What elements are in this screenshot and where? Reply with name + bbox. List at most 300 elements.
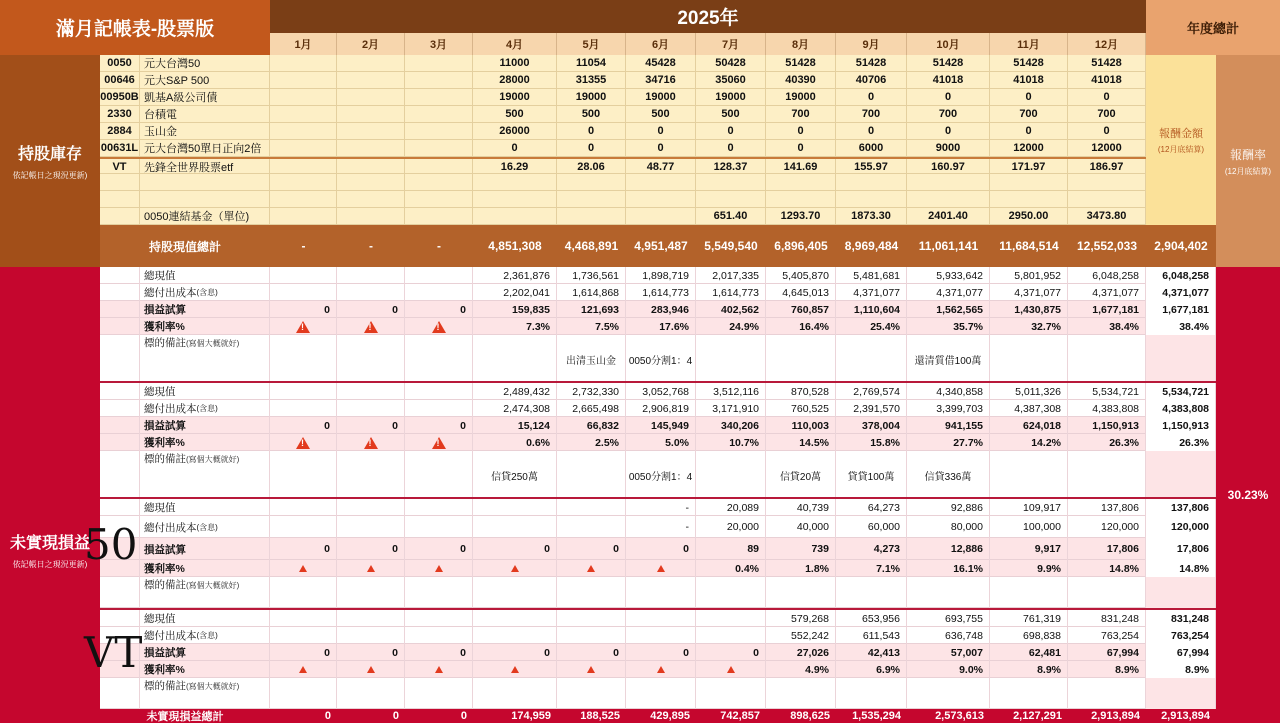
holding-code: 2884 [100, 123, 140, 139]
unrealized-row-pct [100, 661, 1209, 678]
warning-icon [587, 565, 595, 572]
unrealized-value-cell: 2,769,574 [836, 383, 907, 400]
row-label [140, 318, 270, 335]
unrealized-note-cell [405, 451, 473, 499]
unrealized-cost-cell: 4,371,077 [836, 284, 907, 301]
unrealized-total-row [100, 709, 1216, 723]
unrealized-note-cell: 貸貸100萬 [836, 451, 907, 499]
total-month-value: - [301, 239, 306, 253]
holding-month-value: 0 [1068, 89, 1146, 105]
holdings-subtitle: 依記帳日之現況更新) [12, 171, 88, 180]
unrealized-pct-cell: 0.6% [473, 434, 557, 451]
unrealized-value-cell [337, 499, 405, 516]
holding-month-value: 6000 [836, 140, 907, 156]
unrealized-pct-cell: 6.9% [836, 661, 907, 678]
unrealized-pct-cell [270, 661, 337, 678]
unrealized-value-cell [557, 610, 626, 627]
final-label: 未實現損益總計 [146, 711, 224, 723]
unrealized-pct-cell: 16.4% [766, 318, 836, 335]
unrealized-note-cell [337, 577, 405, 608]
unrealized-note-annual [1146, 577, 1216, 608]
final-month-value: 0 [460, 710, 467, 722]
final-month-value: 2,573,613 [935, 710, 984, 722]
holding-month-value: 500 [557, 106, 626, 122]
unrealized-cost-cell: 552,242 [766, 627, 836, 644]
unrealized-value-cell [337, 610, 405, 627]
holding-month-value [337, 174, 405, 190]
unrealized-value-cell: - [626, 499, 696, 516]
holding-code [100, 174, 140, 190]
holdings-section-label [0, 55, 100, 267]
unrealized-pnl-cell: 0 [405, 301, 473, 318]
unrealized-value-cell: 2,361,876 [473, 267, 557, 284]
holding-month-value [337, 191, 405, 207]
note-sub: (寫個大概就好) [186, 455, 240, 464]
unrealized-value-cell: 579,268 [766, 610, 836, 627]
unrealized-pct-cell: 0.4% [696, 560, 766, 577]
unrealized-pnl-annual: 1,150,913 [1146, 417, 1216, 434]
unrealized-row-cost [100, 627, 1209, 644]
holding-month-value: 171.97 [990, 159, 1068, 175]
unrealized-value-cell [337, 267, 405, 284]
unrealized-value-annual: 5,534,721 [1146, 383, 1216, 400]
holding-month-value [270, 89, 337, 105]
unrealized-note-cell [1068, 678, 1146, 709]
unrealized-value-cell: 761,319 [990, 610, 1068, 627]
holding-month-value: 31355 [557, 72, 626, 88]
total-month-value: 8,969,484 [844, 239, 899, 253]
holding-code [100, 191, 140, 207]
row-label-text: 獲利率% [144, 664, 185, 676]
unrealized-pnl-cell: 4,273 [836, 538, 907, 560]
unrealized-note-cell [766, 678, 836, 709]
unrealized-cost-cell [270, 400, 337, 417]
row-label-text: 損益試算 [144, 543, 186, 556]
holding-month-value [766, 174, 836, 190]
row-label [140, 417, 270, 434]
month-header: 2月 [337, 33, 405, 55]
unrealized-pct-cell: 24.9% [696, 318, 766, 335]
holding-month-value: 41018 [1068, 72, 1146, 88]
holding-month-value: 0 [696, 123, 766, 139]
row-blank [100, 284, 140, 301]
unrealized-value-cell: 1,898,719 [626, 267, 696, 284]
holding-code: 00631L [100, 142, 139, 154]
unrealized-row-value [100, 499, 1209, 516]
unrealized-pct-cell: 27.7% [907, 434, 990, 451]
holding-month-value [696, 191, 766, 207]
holding-month-value [405, 174, 473, 190]
unrealized-note-cell [405, 335, 473, 383]
unrealized-note-cell: 信貸336萬 [907, 451, 990, 499]
unrealized-pnl-cell: 27,026 [766, 644, 836, 661]
warning-icon [296, 321, 310, 333]
holding-month-value [337, 159, 405, 175]
unrealized-value-cell [473, 610, 557, 627]
holding-month-value: 3473.80 [1068, 208, 1146, 224]
annual-total-header: 年度總計 [1146, 0, 1280, 55]
unrealized-pct-cell [337, 661, 405, 678]
unrealized-cost-cell: 763,254 [1068, 627, 1146, 644]
unrealized-value-cell [337, 383, 405, 400]
unrealized-pnl-annual: 1,677,181 [1146, 301, 1216, 318]
unrealized-note-cell: 信貸20萬 [766, 451, 836, 499]
unrealized-cost-cell: 40,000 [766, 516, 836, 538]
unrealized-value-cell: 40,739 [766, 499, 836, 516]
total-annual-value: 2,904,402 [1154, 239, 1208, 253]
holding-month-value: 19000 [473, 89, 557, 105]
unrealized-cost-cell [557, 627, 626, 644]
unrealized-pct-cell [557, 560, 626, 577]
row-blank [100, 451, 140, 499]
month-header: 9月 [836, 33, 907, 55]
unrealized-pnl-cell: 0 [473, 538, 557, 560]
unrealized-pnl-cell: 283,946 [626, 301, 696, 318]
holding-month-value [473, 174, 557, 190]
unrealized-value-cell: 5,405,870 [766, 267, 836, 284]
holding-name: 元大台灣50單日正向2倍 [140, 140, 270, 156]
holding-month-value [337, 89, 405, 105]
rate-sub: (12月底結算) [1224, 166, 1272, 176]
unrealized-pnl-cell: 378,004 [836, 417, 907, 434]
total-month-value: 12,552,033 [1076, 239, 1138, 253]
holding-month-value [766, 191, 836, 207]
unrealized-pct-annual: 8.9% [1146, 661, 1216, 678]
holding-month-value: 12000 [990, 140, 1068, 156]
unrealized-note-cell [766, 335, 836, 383]
holding-month-value [337, 55, 405, 71]
holding-name: 台積電 [140, 106, 270, 122]
holding-month-value: 0 [557, 140, 626, 156]
holding-month-value: 500 [626, 106, 696, 122]
holding-month-value: 160.97 [907, 159, 990, 175]
row-label [140, 499, 270, 516]
row-label [140, 434, 270, 451]
unrealized-pnl-cell: 0 [270, 417, 337, 434]
holding-month-value: 19000 [696, 89, 766, 105]
row-label [140, 301, 270, 318]
unrealized-pnl-cell: 941,155 [907, 417, 990, 434]
unrealized-value-cell [270, 383, 337, 400]
unrealized-value-cell: 3,512,116 [696, 383, 766, 400]
unrealized-value-cell [626, 610, 696, 627]
holding-month-value [270, 106, 337, 122]
holding-month-value: 0 [907, 89, 990, 105]
unrealized-pct-cell [473, 560, 557, 577]
row-blank [100, 301, 140, 318]
warning-icon [657, 666, 665, 673]
row-blank [100, 383, 140, 400]
unrealized-cost-cell: 636,748 [907, 627, 990, 644]
holding-month-value: 40390 [766, 72, 836, 88]
unrealized-row-cost [100, 516, 1209, 538]
row-label-text: 獲利率% [144, 437, 185, 449]
unrealized-cost-cell: 1,614,868 [557, 284, 626, 301]
holding-month-value [626, 174, 696, 190]
row-label-text: 損益試算 [144, 647, 186, 659]
unrealized-cost-cell [473, 627, 557, 644]
unrealized-value-annual: 6,048,258 [1146, 267, 1216, 284]
unrealized-note-annual [1146, 451, 1216, 499]
unrealized-pct-cell: 2.5% [557, 434, 626, 451]
unrealized-title: 未實現損益 [9, 535, 90, 552]
unrealized-cost-cell [405, 284, 473, 301]
unrealized-pnl-cell: 0 [696, 644, 766, 661]
holding-month-value: 51428 [836, 55, 907, 71]
unrealized-pct-cell: 17.6% [626, 318, 696, 335]
unrealized-value-cell: 2,732,330 [557, 383, 626, 400]
holding-month-value [626, 208, 696, 224]
unrealized-cost-cell [337, 400, 405, 417]
holding-month-value [1068, 174, 1146, 190]
holding-month-value [473, 208, 557, 224]
unrealized-cost-cell [405, 516, 473, 538]
total-month-value: 11,684,514 [999, 239, 1059, 253]
unrealized-note-cell [557, 577, 626, 608]
unrealized-note-cell: 0050分割1：4 [626, 335, 696, 383]
unrealized-row-value [100, 267, 1209, 284]
holding-month-value: 700 [907, 106, 990, 122]
unrealized-cost-cell: 4,371,077 [1068, 284, 1146, 301]
holding-month-value: 48.77 [626, 159, 696, 175]
unrealized-pnl-cell: 0 [557, 538, 626, 560]
unrealized-value-cell: 693,755 [907, 610, 990, 627]
holding-month-value: 2401.40 [907, 208, 990, 224]
unrealized-note-cell: 出清玉山金 [557, 335, 626, 383]
holding-row [100, 72, 1146, 89]
month-header: 6月 [626, 33, 696, 55]
unrealized-pnl-cell: 760,857 [766, 301, 836, 318]
unrealized-pct-annual: 38.4% [1146, 318, 1216, 335]
row-blank [100, 318, 140, 335]
holding-month-value: 1293.70 [766, 208, 836, 224]
unrealized-pnl-cell: 42,413 [836, 644, 907, 661]
warning-icon [367, 666, 375, 673]
row-label [140, 538, 270, 560]
holding-name: 玉山金 [140, 123, 270, 139]
holding-month-value [337, 208, 405, 224]
holding-month-value [405, 191, 473, 207]
reward-label: 報酬金額 [1159, 128, 1203, 140]
unrealized-pnl-cell: 67,994 [1068, 644, 1146, 661]
unrealized-cost-cell: 2,474,308 [473, 400, 557, 417]
total-month-value: - [369, 239, 373, 253]
unrealized-value-cell [696, 610, 766, 627]
unrealized-note-cell [836, 335, 907, 383]
holding-name: 0050連結基金（單位) [140, 208, 270, 224]
unrealized-value-cell [405, 383, 473, 400]
total-month-value: 5,549,540 [704, 239, 758, 253]
unrealized-note-cell [990, 577, 1068, 608]
unrealized-pct-cell [405, 434, 473, 451]
unrealized-row-pnl [100, 538, 1209, 560]
unrealized-note-cell [696, 335, 766, 383]
unrealized-cost-cell: 611,543 [836, 627, 907, 644]
unrealized-pct-cell [696, 661, 766, 678]
unrealized-pct-cell: 1.8% [766, 560, 836, 577]
holding-code: VT [100, 159, 140, 175]
holding-month-value: 0 [836, 89, 907, 105]
unrealized-pct-cell: 9.0% [907, 661, 990, 678]
holding-month-value: 2950.00 [990, 208, 1068, 224]
holding-month-value: 0 [696, 140, 766, 156]
unrealized-pct-cell [405, 661, 473, 678]
unrealized-value-cell: 5,801,952 [990, 267, 1068, 284]
holding-month-value [337, 123, 405, 139]
row-label-text: 損益試算 [144, 304, 186, 316]
warning-icon [364, 437, 378, 449]
unrealized-cost-cell [473, 516, 557, 538]
holding-month-value: 0 [1068, 123, 1146, 139]
unrealized-pnl-cell: 1,150,913 [1068, 417, 1146, 434]
final-month-value: 174,959 [511, 710, 551, 722]
note-sub: (寫個大概就好) [186, 682, 240, 691]
unrealized-note-cell [557, 678, 626, 709]
unrealized-value-cell: 6,048,258 [1068, 267, 1146, 284]
holding-month-value [405, 55, 473, 71]
row-label-text: 獲利率% [144, 563, 185, 575]
unrealized-cost-cell: 1,614,773 [626, 284, 696, 301]
holding-month-value: 11000 [473, 55, 557, 71]
warning-icon [511, 666, 519, 673]
unrealized-pnl-annual: 17,806 [1146, 538, 1216, 560]
row-label [140, 627, 270, 644]
warning-icon [432, 437, 446, 449]
unrealized-value-cell: 3,052,768 [626, 383, 696, 400]
holding-name: 元大台灣50 [140, 55, 270, 71]
holding-month-value: 128.37 [696, 159, 766, 175]
holding-month-value: 700 [836, 106, 907, 122]
unrealized-note-cell: 信貸250萬 [473, 451, 557, 499]
unrealized-note-cell [990, 335, 1068, 383]
unrealized-pnl-annual: 67,994 [1146, 644, 1216, 661]
final-month-value: 0 [324, 710, 331, 722]
unrealized-note-cell [473, 335, 557, 383]
unrealized-cost-annual: 4,371,077 [1146, 284, 1216, 301]
row-label [140, 400, 270, 417]
unrealized-value-cell [405, 610, 473, 627]
holding-month-value [337, 140, 405, 156]
unrealized-note-annual [1146, 335, 1216, 383]
holding-month-value: 0 [990, 123, 1068, 139]
unrealized-cost-cell: 2,391,570 [836, 400, 907, 417]
holding-month-value [557, 191, 626, 207]
unrealized-row-pnl [100, 417, 1209, 434]
row-blank [100, 267, 140, 284]
unrealized-pct-cell: 10.7% [696, 434, 766, 451]
unrealized-pnl-cell: 0 [405, 417, 473, 434]
holding-month-value: 41018 [907, 72, 990, 88]
row-label [140, 577, 270, 608]
unrealized-pnl-cell: 0 [626, 644, 696, 661]
final-month-value: 742,857 [720, 710, 760, 722]
holding-month-value: 16.29 [473, 159, 557, 175]
warning-icon [367, 565, 375, 572]
holding-month-value [557, 174, 626, 190]
row-label [140, 284, 270, 301]
unrealized-pct-cell: 15.8% [836, 434, 907, 451]
unrealized-pnl-cell: 0 [473, 644, 557, 661]
unrealized-note-annual [1146, 678, 1216, 709]
holding-month-value: 500 [473, 106, 557, 122]
unrealized-pct-cell: 25.4% [836, 318, 907, 335]
unrealized-pnl-cell: 0 [270, 538, 337, 560]
row-label [140, 516, 270, 538]
holding-row [100, 123, 1146, 140]
unrealized-note-cell: 還清質借100萬 [907, 335, 990, 383]
unrealized-pct-annual: 14.8% [1146, 560, 1216, 577]
row-label-text: 獲利率% [144, 321, 185, 333]
holding-month-value: 11054 [557, 55, 626, 71]
holdings-total-row [100, 225, 1216, 267]
holding-row [100, 174, 1146, 191]
holding-row [100, 157, 1146, 174]
cost-sub: (含息) [196, 522, 218, 532]
unrealized-note-cell [626, 577, 696, 608]
unrealized-value-cell [270, 267, 337, 284]
holding-month-value [836, 191, 907, 207]
warning-icon [432, 321, 446, 333]
unrealized-cost-cell [270, 516, 337, 538]
unrealized-pct-cell: 7.3% [473, 318, 557, 335]
warning-icon [299, 666, 307, 673]
unrealized-pnl-cell: 0 [337, 301, 405, 318]
unrealized-pct-cell [270, 434, 337, 451]
month-header: 12月 [1068, 33, 1146, 55]
unrealized-pnl-cell: 0 [557, 644, 626, 661]
holding-month-value: 19000 [766, 89, 836, 105]
unrealized-pct-cell [270, 560, 337, 577]
month-header: 1月 [270, 33, 337, 55]
unrealized-note-cell [337, 335, 405, 383]
holding-month-value: 12000 [1068, 140, 1146, 156]
row-label-text: 總現值 [144, 613, 176, 625]
unrealized-pct-cell [337, 434, 405, 451]
unrealized-pct-cell [270, 318, 337, 335]
unrealized-note-cell [836, 678, 907, 709]
holding-month-value [270, 159, 337, 175]
unrealized-value-cell [473, 499, 557, 516]
holding-month-value: 1873.30 [836, 208, 907, 224]
unrealized-note-cell [270, 577, 337, 608]
unrealized-pct-cell: 14.2% [990, 434, 1068, 451]
unrealized-pnl-cell: 57,007 [907, 644, 990, 661]
unrealized-pct-cell [405, 560, 473, 577]
holding-month-value: 700 [990, 106, 1068, 122]
unrealized-pct-cell: 7.5% [557, 318, 626, 335]
holding-name [140, 191, 270, 207]
unrealized-pnl-cell: 402,562 [696, 301, 766, 318]
unrealized-value-cell: 870,528 [766, 383, 836, 400]
holding-month-value [405, 106, 473, 122]
unrealized-value-cell: 2,017,335 [696, 267, 766, 284]
row-blank [100, 499, 140, 516]
unrealized-pnl-cell: 0 [405, 538, 473, 560]
holding-month-value [270, 123, 337, 139]
unrealized-cost-cell: 3,171,910 [696, 400, 766, 417]
row-label-text: 總付出成本 [144, 521, 197, 534]
holding-month-value: 28.06 [557, 159, 626, 175]
row-label [140, 644, 270, 661]
holding-code: 00950B [100, 91, 139, 103]
row-label-text: 損益試算 [144, 420, 186, 432]
unrealized-pnl-cell: 110,003 [766, 417, 836, 434]
unrealized-row-cost [100, 284, 1209, 301]
unrealized-cost-cell: 2,202,041 [473, 284, 557, 301]
holding-month-value [696, 174, 766, 190]
unrealized-pnl-cell: 0 [626, 538, 696, 560]
unrealized-note-cell [473, 678, 557, 709]
